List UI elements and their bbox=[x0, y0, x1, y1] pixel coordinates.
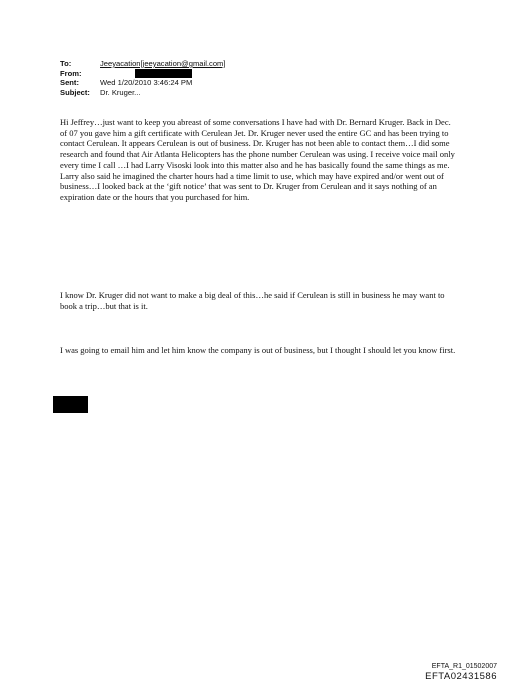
document-reference: EFTA_R1_01502007 bbox=[431, 663, 497, 670]
email-header bbox=[60, 59, 225, 97]
to-value: Jeeyacation[jeeyacation@gmail.com] bbox=[100, 59, 226, 68]
to-row bbox=[60, 59, 225, 69]
body-paragraph-3: I was going to email him and let him know the company is out of business, but I thought I should let you know first. bbox=[60, 345, 456, 355]
subject-value: Dr. Kruger... bbox=[100, 87, 141, 97]
from-row bbox=[60, 69, 225, 79]
sent-value: Wed 1/20/2010 3:46:24 PM bbox=[100, 78, 193, 88]
body-paragraph-2: I know Dr. Kruger did not want to make a big deal of this…he said if Cerulean is still in business he may want to book a trip…but that is it. bbox=[60, 290, 445, 311]
subject-label: Subject: bbox=[60, 87, 90, 97]
body-paragraph-1: Hi Jeffrey…just want to keep you abreast of some conversations I have had with Dr. Bernard Kruger. Back in Dec. of 07 you gave him a gift certificate with Cerulean Jet. Dr. Kruger never used the entire GC and has been trying to contact Cerulean. It appears Cerulean is out of business. Dr. Kruger has not been able to contact them…I did some research and found that Air Atlanta Helicopters has the phone number Cerulean was using. I receive voice mail only every time I call …I had Larry Visoski look into this matter also and he has basically found the same things as me. Larry also said he imagined the charter hours had a time limit to use, which may have expired and/or went out of business…I looked back at the ‘gift notice’ that was sent to Dr. Kruger from Cerulean and it says nothing of an expiration date or the hours that you purchased for him. bbox=[60, 117, 455, 202]
subject-row bbox=[60, 88, 225, 98]
to-label: To: bbox=[60, 59, 72, 68]
page-footer bbox=[425, 662, 497, 682]
from-label: From: bbox=[60, 68, 82, 78]
bates-number: EFTA02431586 bbox=[425, 671, 497, 682]
signature-redaction bbox=[53, 396, 88, 413]
sent-row bbox=[60, 78, 225, 88]
from-redaction bbox=[135, 69, 192, 78]
sent-label: Sent: bbox=[60, 78, 79, 88]
